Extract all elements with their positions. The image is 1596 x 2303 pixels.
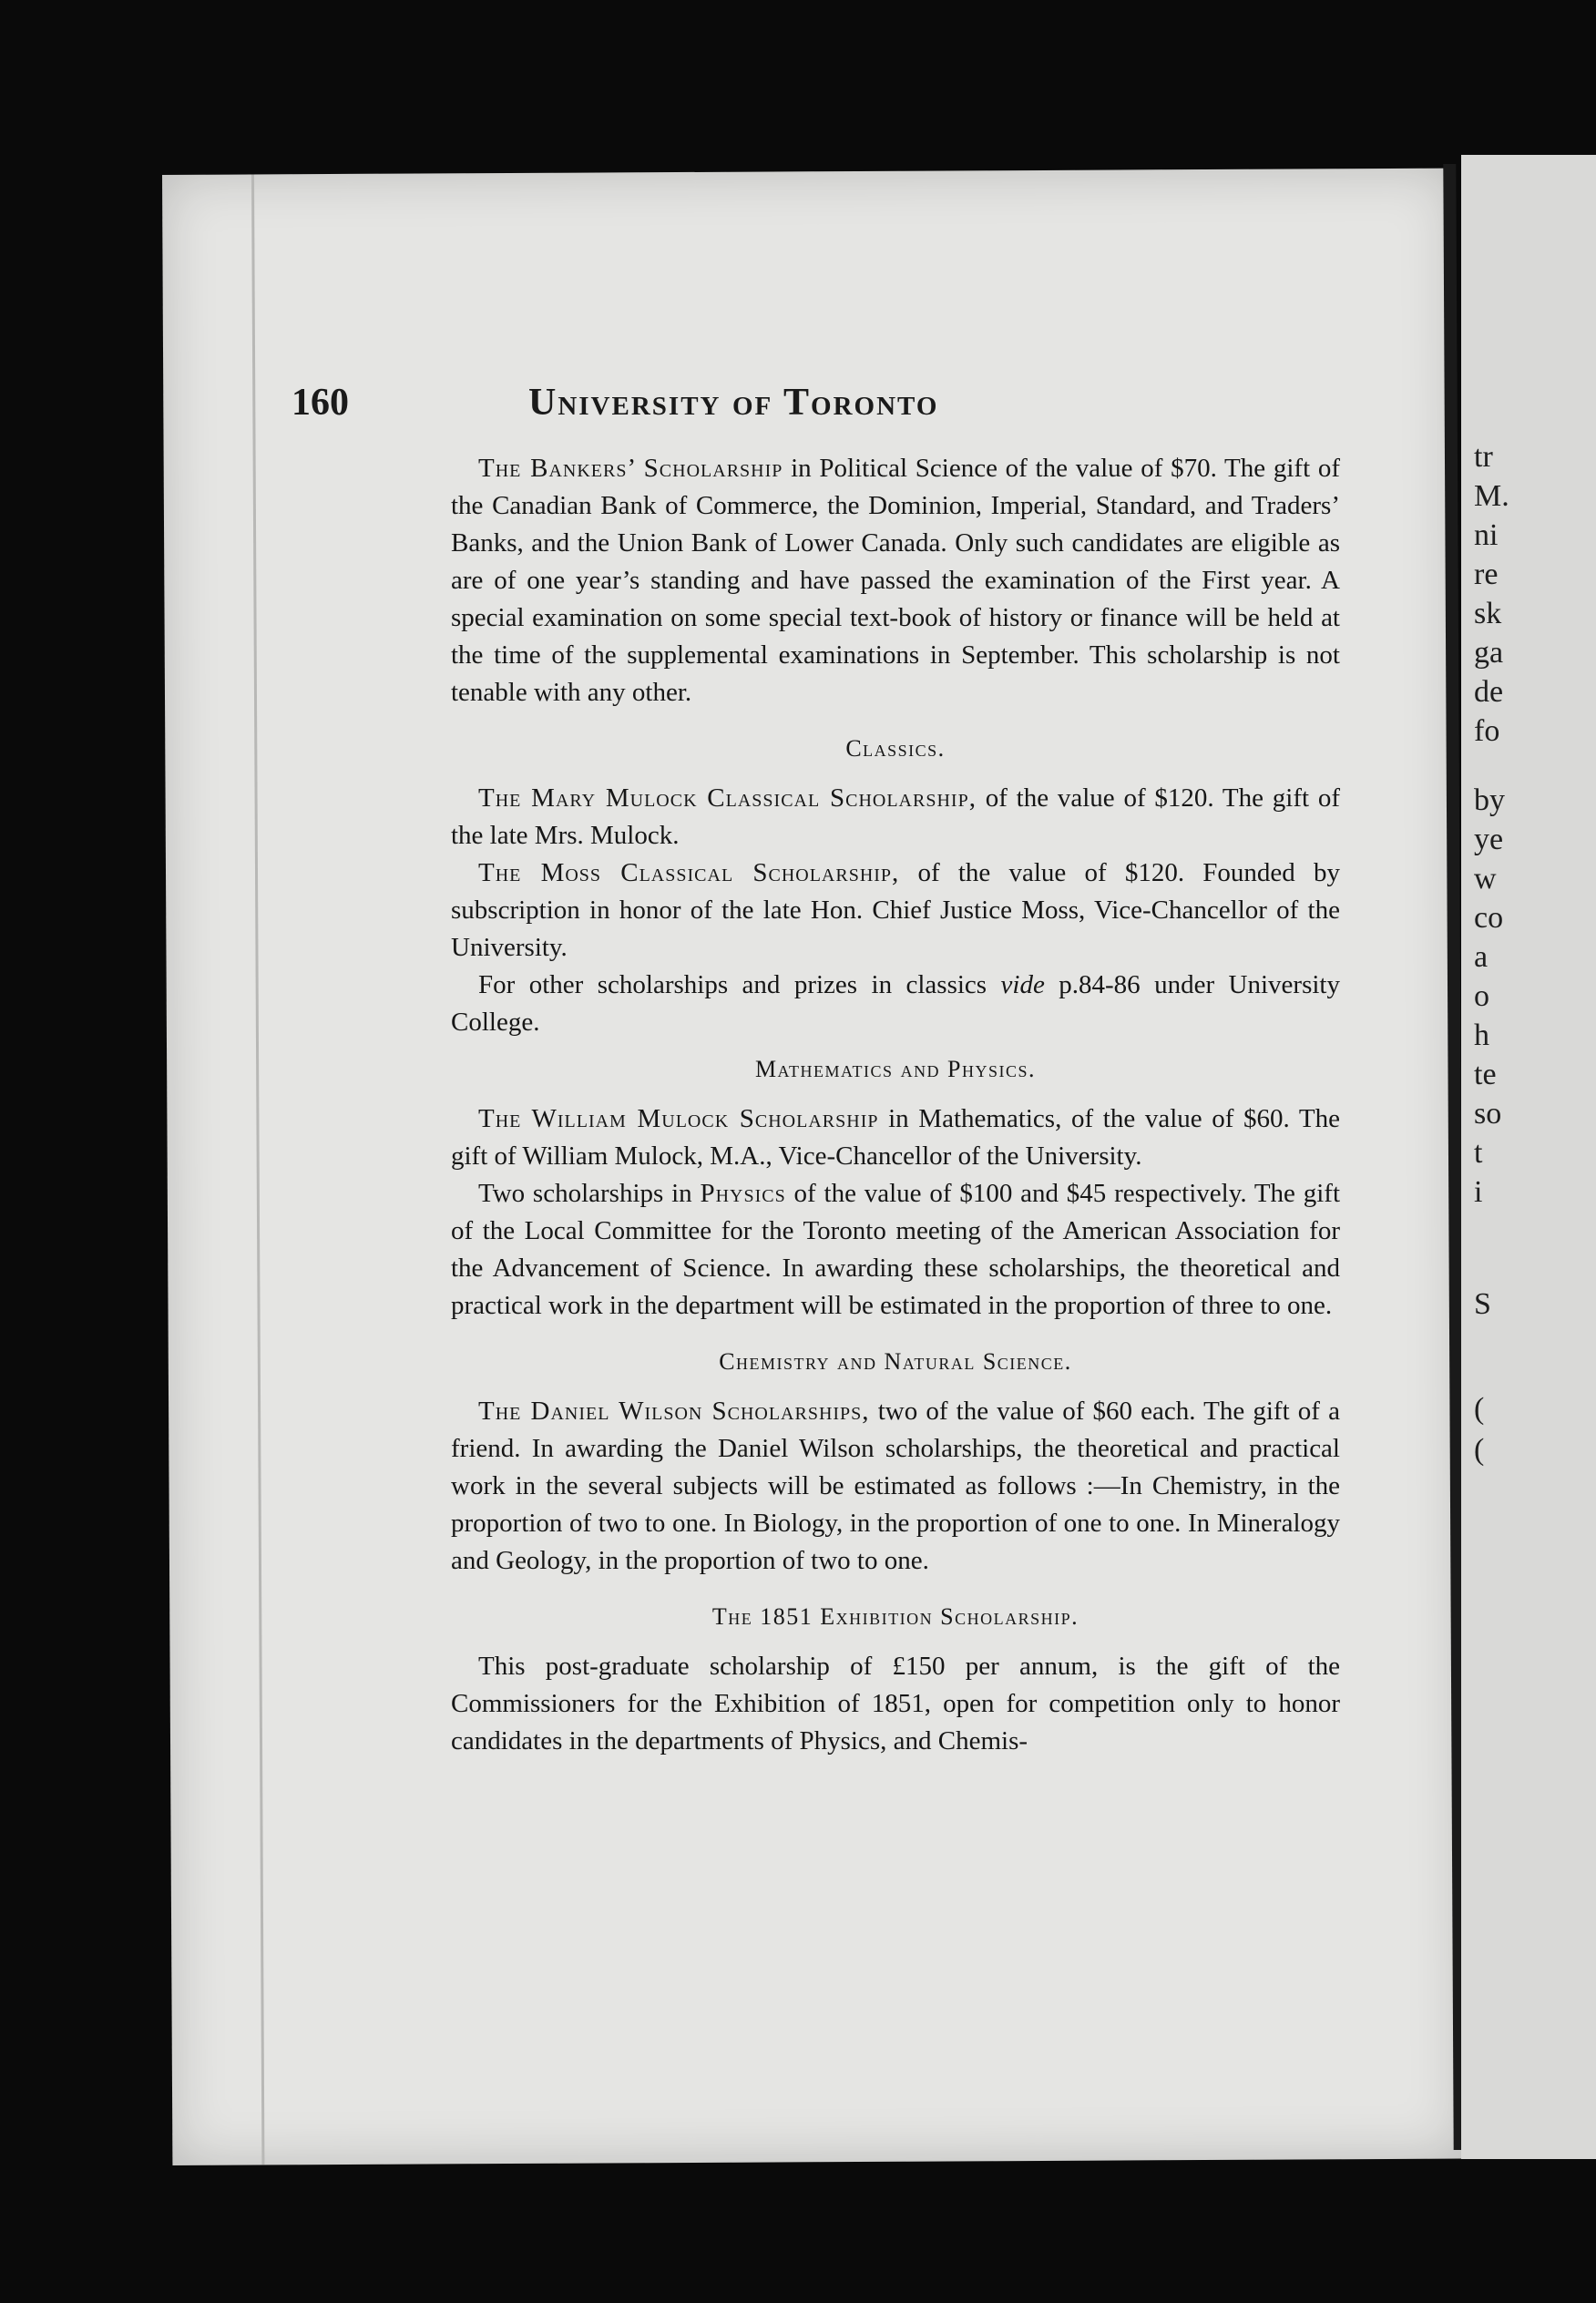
section-heading-exhibition: The 1851 Exhibition Scholarship. bbox=[711, 1603, 1079, 1630]
facing-fragment: ni bbox=[1474, 518, 1499, 552]
william-mulock-paragraph bbox=[451, 1100, 1340, 1175]
running-title: University of Toronto bbox=[528, 382, 939, 424]
facing-fragment: fo bbox=[1474, 714, 1500, 748]
facing-fragment: h bbox=[1474, 1018, 1489, 1052]
physics-scholarships-paragraph bbox=[451, 1175, 1340, 1325]
facing-fragment: t bbox=[1474, 1136, 1483, 1170]
paragraph-text: in Political Science of the value of $70. The gift of the Canadian Bank of Commerce, the Dominion, Imperial, Standard, and Traders’ Banks, and the Union Bank of Lower Canada. Only such candidates are eligible as are of one year’s standing and have passed the examination of the First year. A special examination on some special text-book of history or finance will be held at the time of the supplemental examinations in September. This scholarship is not tenable with any other. bbox=[451, 454, 1341, 707]
paragraph-text: in Mathematics, of the value of $60. The gift of William Mulock, M.A., Vice-Chancellor of the University. bbox=[451, 1104, 1340, 1171]
paragraph-text: of the value of $120. The gift of the late Mrs. Mulock. bbox=[451, 783, 1340, 850]
facing-fragment: ( bbox=[1474, 1433, 1485, 1467]
facing-fragment: o bbox=[1474, 979, 1489, 1013]
paragraph-text: of the value of $120. Founded by subscription in honor of the late Hon. Chief Justice Moss, Vice-Chancellor of the University. bbox=[451, 858, 1340, 962]
paragraph-text: of the value of $100 and $45 respectively. The gift of the Local Committee for the Toronto meeting of the American Association for the Advancement of Science. In awarding these scholarships, the theoretical and practical work in the department will be estimated in the proportion of three to one. bbox=[451, 1179, 1341, 1320]
facing-fragment: by bbox=[1474, 783, 1505, 817]
scholarship-name: The Moss Classical Scholarship, bbox=[478, 858, 900, 887]
page-header bbox=[292, 381, 1111, 435]
scholarship-name: The Daniel Wilson Scholarships, bbox=[478, 1397, 870, 1426]
paragraph-text: Two scholarships in bbox=[478, 1179, 701, 1208]
facing-fragment: te bbox=[1474, 1058, 1497, 1091]
scholarship-name: The Bankers’ Scholarship bbox=[478, 454, 783, 483]
facing-fragment: so bbox=[1474, 1097, 1502, 1131]
facing-fragment: ( bbox=[1474, 1392, 1485, 1426]
facing-fragment: re bbox=[1474, 558, 1499, 591]
facing-fragment: sk bbox=[1474, 597, 1502, 630]
facing-fragment: M. bbox=[1474, 479, 1509, 513]
scholarship-name: The William Mulock Scholarship bbox=[478, 1104, 879, 1133]
italic-word: vide bbox=[1000, 970, 1045, 999]
paragraph-text: For other scholarships and prizes in classics bbox=[478, 970, 1001, 999]
facing-fragment: i bbox=[1474, 1175, 1483, 1209]
paragraph-text: two of the value of $60 each. The gift of a friend. In awarding the Daniel Wilson scholarships, the theoretical and practical work in the several subjects will be estimated as follows :—In Chemistry, in the proportion of two to one. In Biology, in the proportion of one to one. In Mineralogy and Geology, in the proportion of two to one. bbox=[451, 1397, 1340, 1575]
facing-fragment: a bbox=[1474, 940, 1489, 974]
facing-fragment: de bbox=[1474, 675, 1504, 709]
margin-rule bbox=[251, 174, 264, 2165]
subject-name: Physics bbox=[700, 1179, 786, 1208]
bankers-scholarship-paragraph bbox=[451, 450, 1340, 711]
facing-fragment: ga bbox=[1474, 636, 1504, 670]
paragraph-text: p.84-86 under University College. bbox=[451, 970, 1340, 1037]
facing-fragment: tr bbox=[1474, 440, 1493, 474]
section-heading-mathematics: Mathematics and Physics. bbox=[754, 1056, 1037, 1082]
scholarship-name: The Mary Mulock Classical Scholarship, bbox=[478, 783, 977, 813]
section-heading-classics: Classics. bbox=[845, 735, 946, 762]
section-heading-chemistry: Chemistry and Natural Science. bbox=[719, 1348, 1072, 1375]
daniel-wilson-paragraph bbox=[451, 1393, 1340, 1580]
mary-mulock-paragraph bbox=[451, 780, 1340, 855]
facing-page-edge bbox=[1461, 155, 1596, 2159]
exhibition-scholarship-paragraph: This post-graduate scholarship of £150 per annum, is the gift of the Commissioners for the Exhibition of 1851, open for competition only to honor candidates in the departments of Physics, and Chemis- bbox=[451, 1652, 1340, 1755]
moss-paragraph bbox=[451, 855, 1340, 967]
facing-fragment: co bbox=[1474, 901, 1504, 935]
facing-fragment: ye bbox=[1474, 823, 1504, 856]
facing-fragment: w bbox=[1474, 862, 1497, 896]
facing-fragment: S bbox=[1474, 1287, 1491, 1321]
page-body bbox=[451, 450, 1340, 1760]
other-classics-paragraph bbox=[451, 967, 1340, 1041]
page-number: 160 bbox=[292, 382, 349, 424]
